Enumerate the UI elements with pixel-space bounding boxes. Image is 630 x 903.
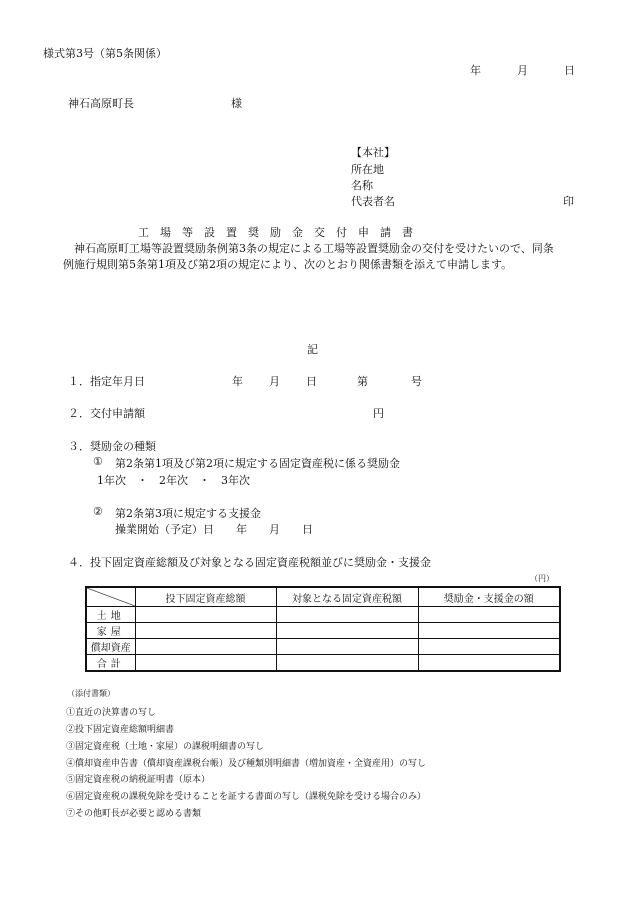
item1-month: 月	[269, 375, 280, 388]
item1-label: １．指定年月日	[68, 375, 145, 388]
table-row	[86, 623, 560, 639]
applicant-header: 【本社】	[351, 146, 395, 159]
table-header-cell: 投下固定資産総額	[135, 587, 276, 607]
item1-dai: 第	[357, 375, 368, 388]
table-input-cell[interactable]	[276, 639, 418, 655]
representative-label: 代表者名	[351, 195, 395, 208]
attachment-item: ③固定資産税（土地・家屋）の課税明細書の写し	[66, 742, 265, 752]
table-input-cell[interactable]	[276, 607, 418, 623]
attachment-item: ⑦その他町長が必要と認める書類	[66, 809, 202, 819]
table-input-cell[interactable]	[135, 639, 276, 655]
table-row	[86, 607, 560, 623]
address-label: 所在地	[351, 163, 384, 176]
addressee-name: 神石高原町長	[68, 97, 134, 110]
item1-go: 号	[411, 375, 422, 388]
table-input-cell[interactable]	[135, 655, 276, 672]
attachment-item: ⑤固定資産税の納税証明書（原本）	[66, 775, 211, 785]
attachment-item: ①直近の決算書の写し	[66, 708, 157, 718]
item3-label: ３．奨励金の種類	[68, 440, 156, 453]
item2-unit: 円	[373, 407, 384, 420]
table-input-cell[interactable]	[418, 655, 560, 672]
item1-year: 年	[232, 375, 243, 388]
table-input-cell[interactable]	[418, 623, 560, 639]
table-row-label: 土地	[86, 607, 135, 623]
attachments-heading: （添付書類）	[67, 689, 115, 698]
item3-option2-text: 第2条第3項に規定する支援金	[115, 507, 261, 520]
date-month: 月	[517, 64, 528, 77]
item4-label: ４．投下固定資産総額及び対象となる固定資産税額並びに奨励金・支援金	[68, 556, 431, 569]
item1-day: 日	[306, 375, 317, 388]
item3-option2-num: ②	[93, 505, 103, 518]
table-row	[86, 639, 560, 655]
table-header-cell: 奨励金・支援金の額	[418, 587, 560, 607]
date-day: 日	[564, 64, 575, 77]
item3-option1-years: 1年次 ・ 2年次 ・ 3年次	[97, 474, 250, 487]
table-row-label: 償却資産	[86, 639, 135, 655]
name-label: 名称	[351, 179, 373, 192]
table-unit: （円）	[530, 574, 554, 583]
table-input-cell[interactable]	[418, 607, 560, 623]
table-row	[86, 655, 560, 672]
item3-option1-num: ①	[93, 455, 103, 468]
amount-table	[85, 586, 561, 672]
date-year: 年	[470, 64, 481, 77]
seal-mark: 印	[563, 195, 574, 208]
table-header-cell: 対象となる固定資産税額	[276, 587, 418, 607]
attachment-item: ②投下固定資産総額明細書	[66, 725, 175, 735]
item2-label: ２．交付申請額	[68, 407, 145, 420]
table-input-cell[interactable]	[135, 623, 276, 639]
table-header-row	[86, 587, 560, 607]
document-title: 工 場 等 設 置 奨 励 金 交 付 申 請 書	[138, 226, 413, 239]
intro-paragraph: 神石高原町工場等設置奨励条例第3条の規定による工場等設置奨励金の交付を受けたいので、同条例施行規則第5条第1項及び第2項の規定により、次のとおり関係書類を添えて申請します。	[63, 242, 554, 271]
attachment-item: ⑥固定資産税の課税免除を受けることを証する書面の写し（課税免除を受ける場合のみ）	[66, 792, 427, 802]
form-number: 様式第3号（第5条関係）	[43, 47, 167, 60]
table-row-label: 家屋	[86, 623, 135, 639]
table-input-cell[interactable]	[276, 623, 418, 639]
item3-option1-text: 第2条第1項及び第2項に規定する固定資産税に係る奨励金	[115, 457, 400, 470]
ki-marker: 記	[307, 343, 318, 356]
addressee-honorific: 様	[231, 97, 242, 110]
table-corner-cell	[86, 587, 135, 607]
table-input-cell[interactable]	[135, 607, 276, 623]
table-input-cell[interactable]	[276, 655, 418, 672]
table-row-label: 合計	[86, 655, 135, 672]
item3-option2-start: 操業開始（予定）日 年 月 日	[115, 523, 313, 536]
attachment-item: ④償却資産申告書（償却資産課税台帳）及び種類別明細書（増加資産・全資産用）の写し	[66, 759, 427, 769]
table-input-cell[interactable]	[418, 639, 560, 655]
